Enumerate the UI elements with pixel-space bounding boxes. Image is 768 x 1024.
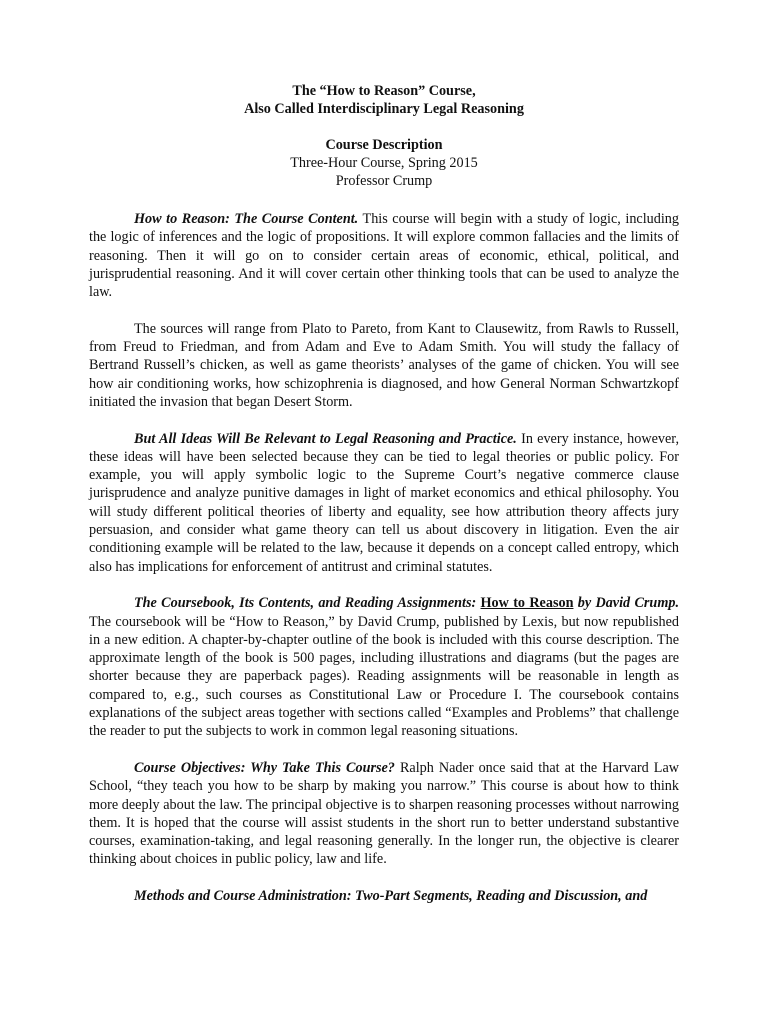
book-title-underlined: How to Reason — [480, 595, 574, 612]
document-title-line-2: Also Called Interdisciplinary Legal Reasoning — [244, 101, 524, 117]
paragraph-text: The coursebook will be “How to Reason,” by David Crump, published by Lexis, but now republished in a new edition. A chapter-by-chapter outline of the book is included with this course description. The approximate length of the book is 500 pages, including illustrations and diagrams (but the pages are shorter because they are paperback pages). Reading assignments will be reasonable in length as compared to, e.g., such courses as Constitutional Law or Procedure I. The coursebook contains explanations of the subject areas together with sections called “Examples and Problems” that challenge the reader to put the subjects to work in common legal reasoning situations. — [89, 613, 679, 740]
course-info: Three-Hour Course, Spring 2015 — [290, 155, 478, 171]
paragraph-lead: Course Objectives: Why Take This Course? — [134, 759, 395, 776]
paragraph-lead: Methods and Course Administration: Two-Part Segments, Reading and Discussion, and — [134, 887, 648, 904]
paragraph-lead: How to Reason: The Course Content. — [134, 211, 359, 227]
paragraph-lead-part-2: by David Crump. — [573, 595, 679, 612]
paragraph-text: This course will begin with a study of logic, including the logic of inferences and the logic of propositions. It will explore common fallacies and the limits of reasoning. Then it will go on to consider certain areas of economic, ethical, political, and jurisprudential reasoning. And it will cover certain other thinking tools that can be used to analyze the law. — [89, 211, 679, 301]
paragraph-lead-part-1: The Coursebook, Its Contents, and Reading Assignments: — [134, 595, 481, 612]
paragraph-text: In every instance, however, these ideas will have been selected because they can be tied to legal theories or public policy. For example, you will apply symbolic logic to the Supreme Court’s negative commerce clause jurisprudence and analyze punitive damages in light of market economics and ethical philosophy. You will study different political theories of liberty and equality, see how attribution theory affects jury persuasion, and consider what game theory can tell us about discovery in litigation. Even the air conditioning example will be related to the law, because it depends on a concept called entropy, which also has implications for enforcement of antitrust and criminal statutes. — [89, 430, 680, 575]
paragraph-text: Ralph Nader once said that at the Harvard Law School, “they teach you how to be sharp by making you narrow.” This course is about how to think more deeply about the law. The principal objective is to sharpen reasoning processes without narrowing them. It is hoped that the course will assist students in the short run to better understand substantive courses, examination-taking, and legal reasoning generally. In the longer run, the objective is clearer thinking about choices in public policy, law and life. — [89, 759, 680, 868]
paragraph-sources — [89, 320, 679, 411]
paragraph-objectives — [89, 759, 679, 869]
paragraph-coursebook — [89, 594, 679, 740]
paragraph-relevance — [89, 430, 679, 576]
paragraph-methods — [89, 887, 679, 905]
document-body — [89, 210, 679, 924]
paragraph-lead: But All Ideas Will Be Relevant to Legal Reasoning and Practice. — [134, 430, 517, 447]
paragraph-course-content — [89, 210, 679, 301]
document-title-line-1: The “How to Reason” Course, — [292, 83, 476, 99]
paragraph-lead — [134, 595, 679, 611]
professor-name: Professor Crump — [335, 173, 433, 189]
paragraph-text: The sources will range from Plato to Pareto, from Kant to Clausewitz, from Rawls to Russell, from Freud to Friedman, and from Adam and Eve to Adam Smith. You will study the fallacy of Bertrand Russell’s chicken, as well as game theorists’ analyses of the game of chicken. You will see how air conditioning works, how schizophrenia is diagnosed, and how General Norman Schwartzkopf initiated the invasion that began Desert Storm. — [89, 320, 679, 410]
section-title: Course Description — [325, 137, 443, 153]
document-header — [0, 82, 768, 190]
